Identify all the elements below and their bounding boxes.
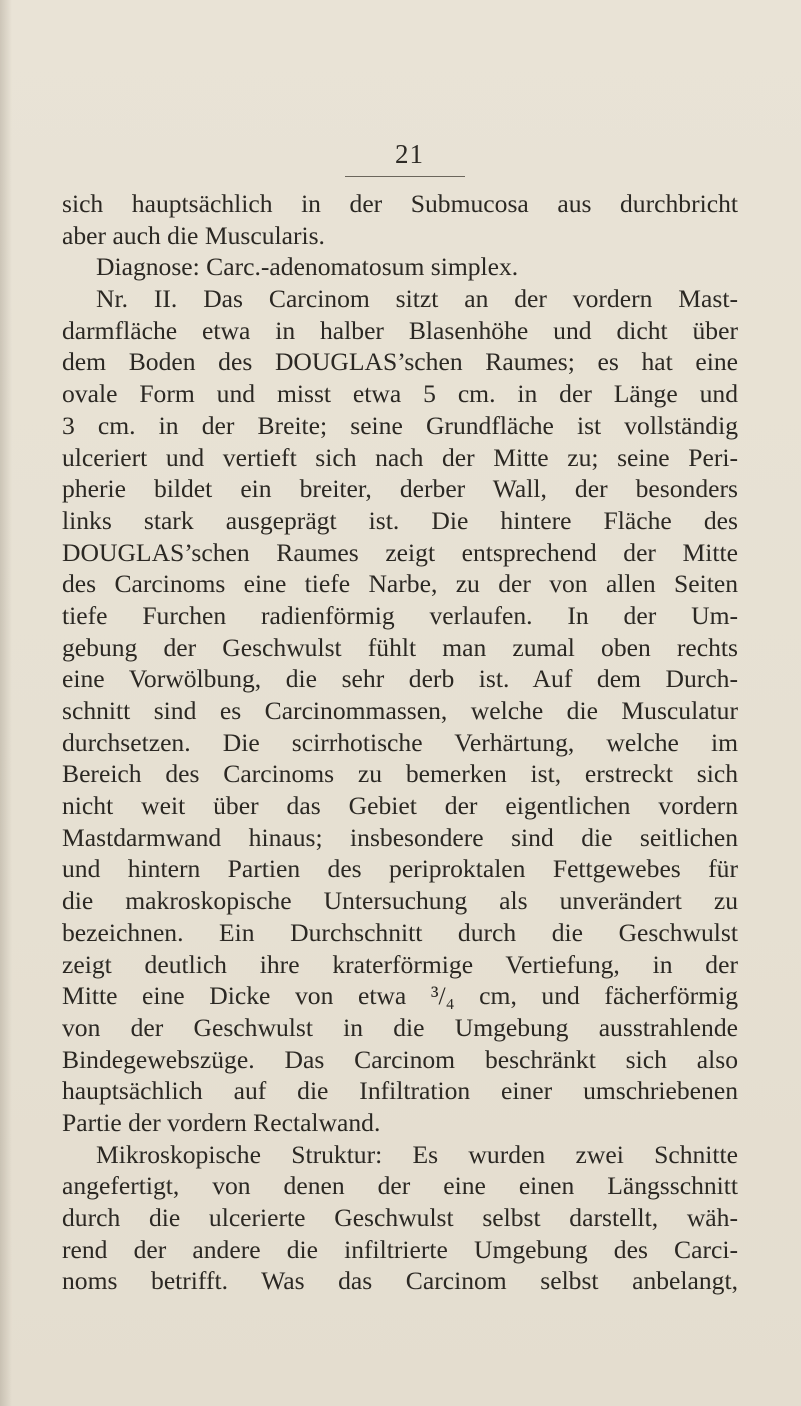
text-line: Diagnose: Carc.-adenomatosum simplex. bbox=[96, 252, 519, 282]
text-line: sich hauptsächlich in der Submucosa aus durchbricht bbox=[62, 189, 738, 218]
text-line: Bindegewebszüge. Das Carcinom beschränkt sich also bbox=[62, 1044, 738, 1074]
text-line: bezeichnen. Ein Durchschnitt durch die Geschwulst bbox=[62, 917, 738, 947]
text-line: gebung der Geschwulst fühlt man zumal oben rechts bbox=[62, 632, 738, 662]
text-line: Mastdarmwand hinaus; insbesondere sind die seitlichen bbox=[62, 822, 738, 852]
text-line: DOUGLAS’schen Raumes zeigt entsprechend der Mitte bbox=[62, 537, 738, 567]
text-line: Mitte eine Dicke von etwa ³/₄ cm, und fächerförmig bbox=[62, 981, 738, 1011]
text-line: Mikroskopische Struktur: Es wurden zwei Schnitte bbox=[96, 1139, 738, 1169]
text-line: pherie bildet ein breiter, derber Wall, der besonders bbox=[62, 474, 738, 504]
text-line: hauptsächlich auf die Infiltration einer umschriebenen bbox=[62, 1076, 738, 1106]
text-line: aber auch die Muscularis. bbox=[62, 220, 325, 250]
text-line: ulceriert und vertieft sich nach der Mitte zu; seine Peri- bbox=[62, 442, 738, 472]
text-line: zeigt deutlich ihre kraterförmige Vertiefung, in der bbox=[62, 949, 738, 979]
text-line: tiefe Furchen radienförmig verlaufen. In der Um- bbox=[62, 600, 738, 630]
text-line: durch die ulcerierte Geschwulst selbst darstellt, wäh- bbox=[62, 1203, 738, 1232]
text-line: Nr. II. Das Carcinom sitzt an der vordern Mast- bbox=[96, 284, 738, 314]
page-number-container bbox=[0, 139, 801, 169]
text-line: schnitt sind es Carcinommassen, welche die Musculatur bbox=[62, 696, 738, 725]
text-line: die makroskopische Untersuchung als unverändert zu bbox=[62, 886, 738, 916]
text-line: rend der andere die infiltrierte Umgebung des Carci- bbox=[62, 1234, 738, 1264]
header-rule bbox=[345, 176, 465, 177]
page-number: 21 bbox=[395, 139, 424, 169]
text-line: links stark ausgeprägt ist. Die hintere Fläche des bbox=[62, 505, 738, 535]
text-line: 3 cm. in der Breite; seine Grundfläche ist vollständig bbox=[62, 410, 738, 440]
text-line: darmfläche etwa in halber Blasenhöhe und dicht über bbox=[62, 315, 738, 345]
text-line: ovale Form und misst etwa 5 cm. in der Länge und bbox=[62, 379, 738, 409]
text-line: des Carcinoms eine tiefe Narbe, zu der von allen Seiten bbox=[62, 569, 738, 599]
text-line: und hintern Partien des periproktalen Fettgewebes für bbox=[62, 854, 738, 884]
text-line: eine Vorwölbung, die sehr derb ist. Auf dem Durch- bbox=[62, 664, 738, 694]
text-line: Partie der vordern Rectalwand. bbox=[62, 1107, 381, 1137]
body-text bbox=[62, 188, 738, 1297]
text-line: von der Geschwulst in die Umgebung ausstrahlende bbox=[62, 1012, 738, 1042]
text-line: Bereich des Carcinoms zu bemerken ist, erstreckt sich bbox=[62, 759, 738, 789]
text-line: angefertigt, von denen der eine einen Längsschnitt bbox=[62, 1171, 738, 1201]
text-line: dem Boden des DOUGLAS’schen Raumes; es hat eine bbox=[62, 347, 738, 377]
text-line: durchsetzen. Die scirrhotische Verhärtung, welche im bbox=[62, 727, 738, 757]
text-line: noms betrifft. Was das Carcinom selbst anbelangt, bbox=[62, 1266, 738, 1296]
text-line: nicht weit über das Gebiet der eigentlichen vordern bbox=[62, 791, 738, 821]
